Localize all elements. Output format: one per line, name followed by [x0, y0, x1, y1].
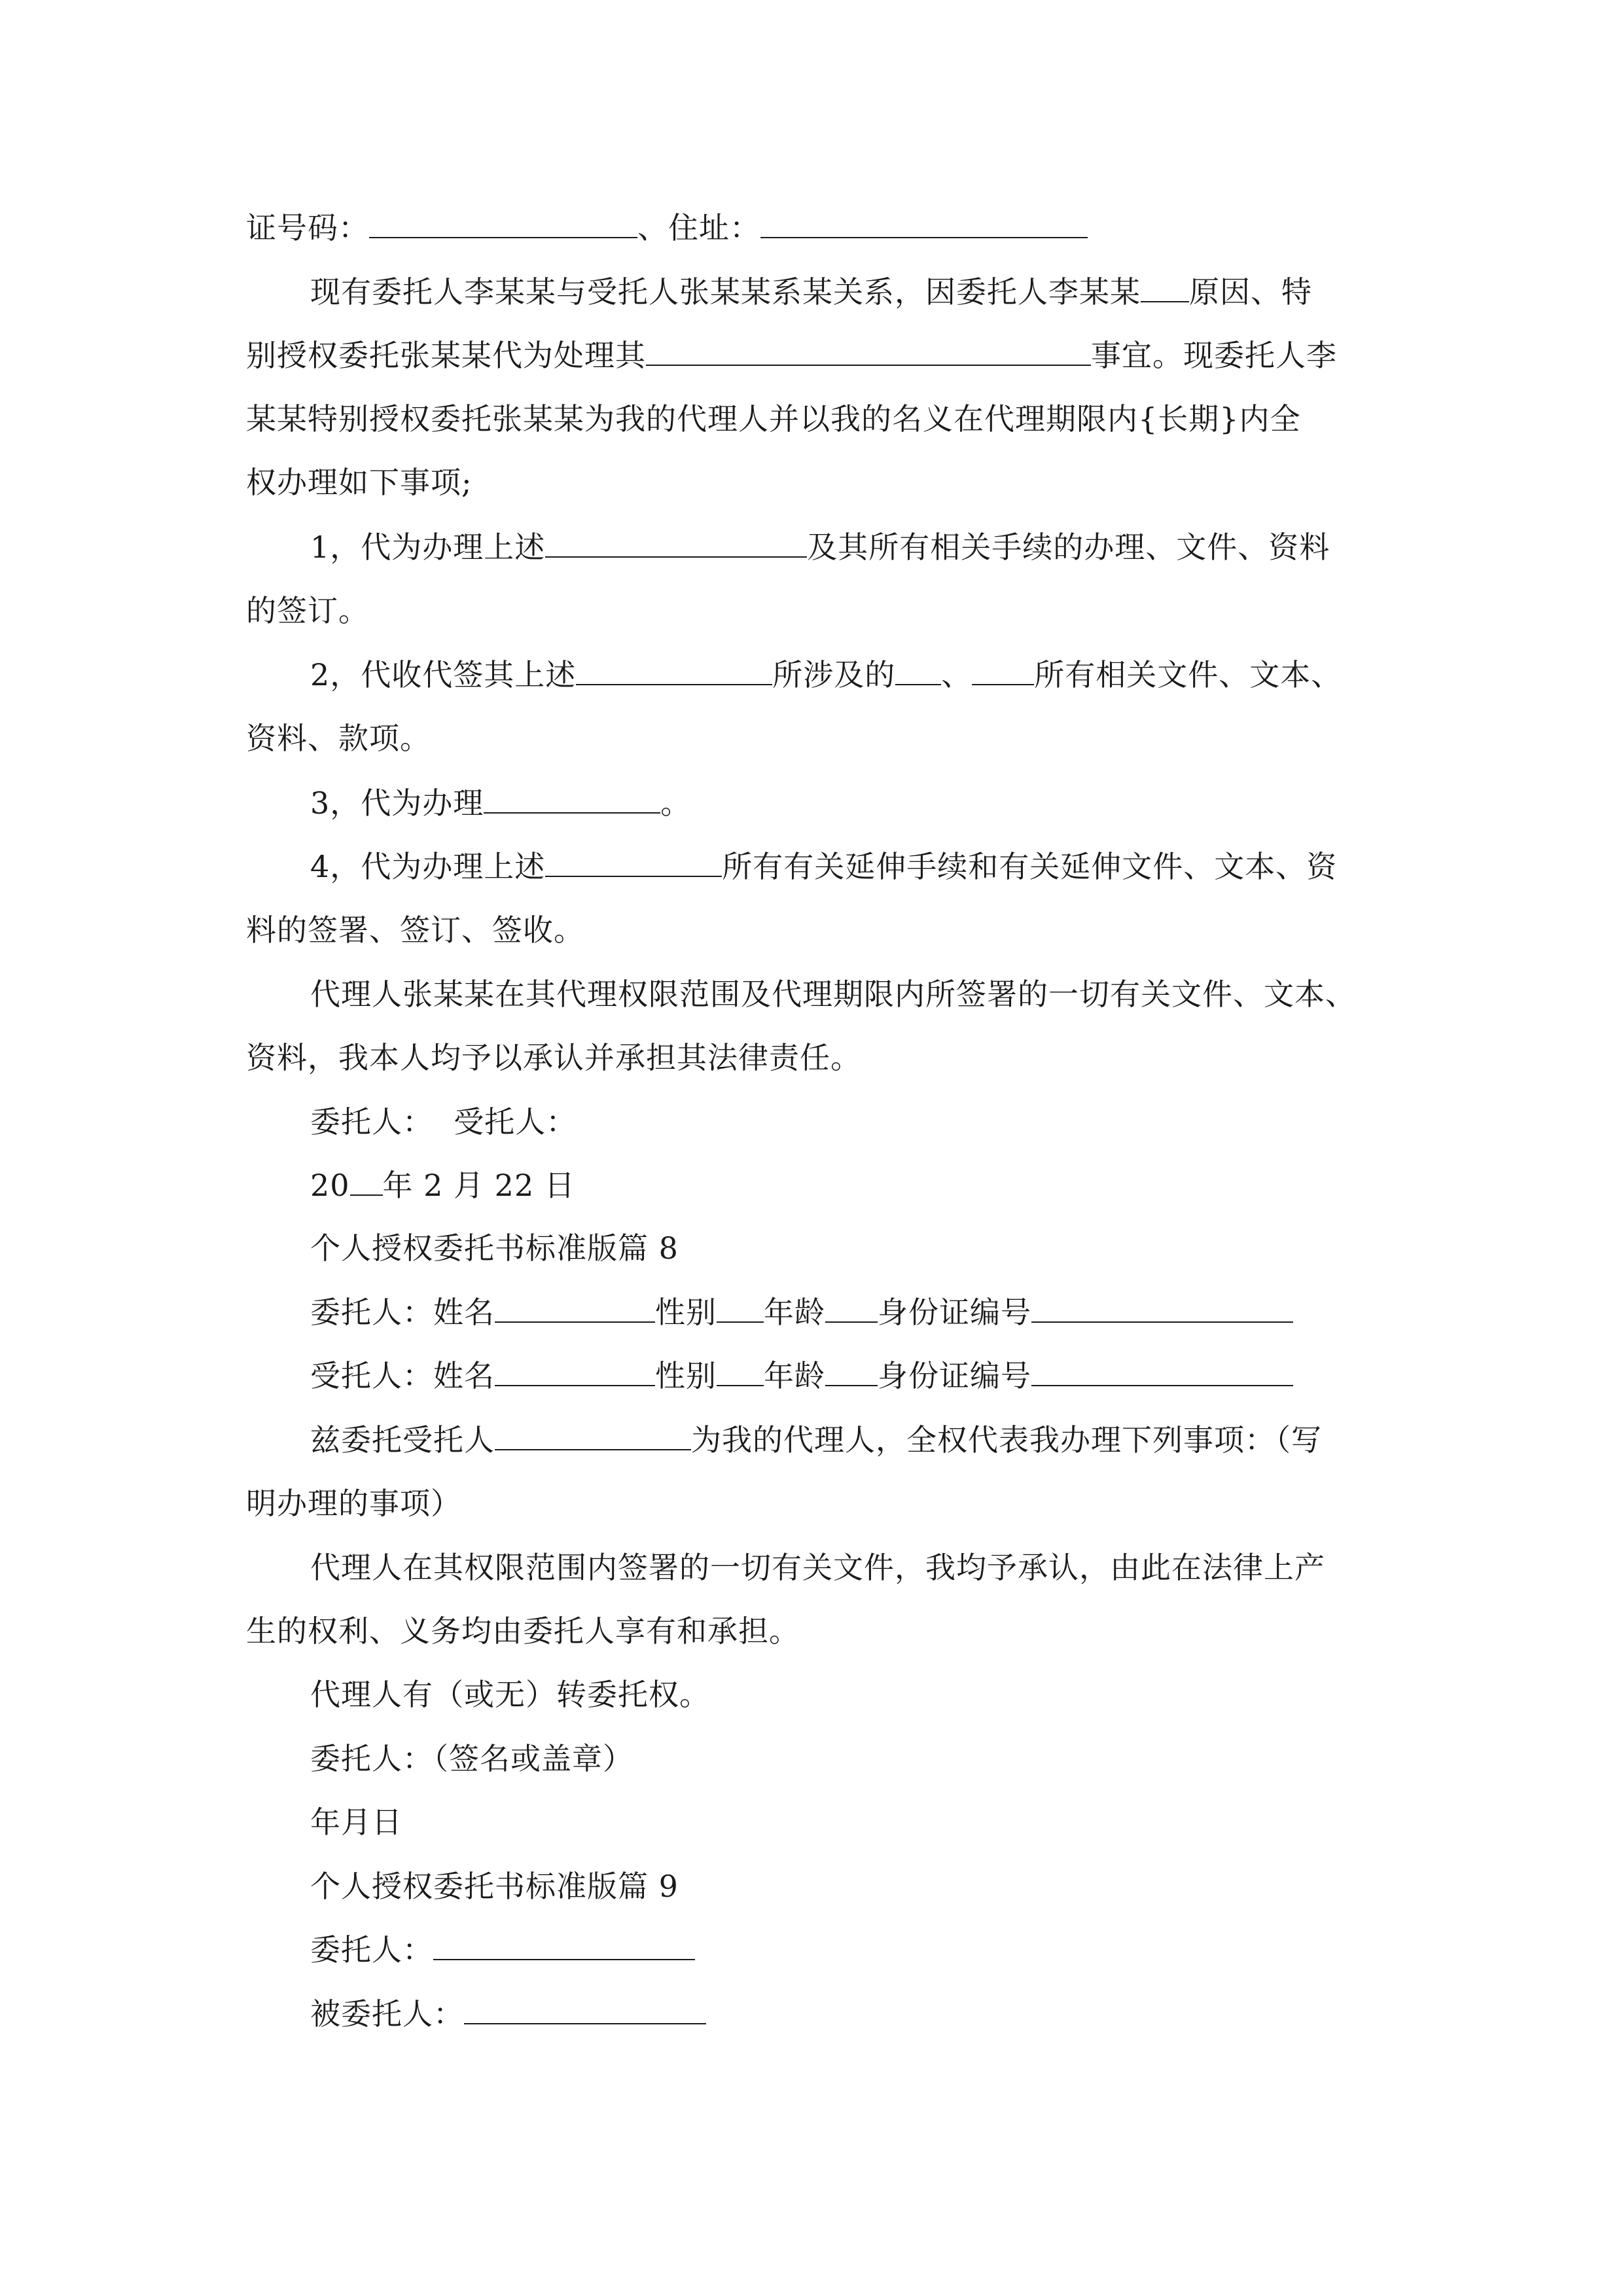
paragraph-line: 某某特别授权委托张某某为我的代理人并以我的名义在代理期限内{长期}内全 [246, 401, 1301, 437]
blank-field [369, 208, 637, 238]
paragraph-line: 代理人在其权限范围内签署的一切有关文件，我均予承认，由此在法律上产 [310, 1550, 1325, 1585]
paragraph-line: 生的权利、义务均由委托人享有和承担。 [246, 1613, 800, 1649]
date-line: 年月日 [310, 1804, 402, 1840]
id-address-line: 证号码： 、住址： [246, 208, 1398, 247]
signature-labels: 委托人： 受托人： [310, 1104, 577, 1139]
date-line: 20 年 2 月 22 日 [310, 1166, 1397, 1205]
paragraph-line: 资料，我本人均予以承认并承担其法律责任。 [246, 1040, 861, 1075]
paragraph-line: 的签订。 [246, 593, 369, 628]
blank-field [545, 847, 722, 877]
item-1-line: 1，代为办理上述 及其所有相关手续的办理、文件、资料 [310, 528, 1397, 567]
blank-field [825, 1356, 878, 1386]
blank-field [545, 528, 807, 558]
paragraph-line: 明办理的事项） [246, 1486, 461, 1521]
paragraph-line: 兹委托受托人 为我的代理人，全权代表我办理下列事项：（写 [310, 1420, 1397, 1460]
blank-field [495, 1420, 691, 1450]
blank-field [433, 1930, 695, 1960]
paragraph-line: 料的签署、签订、签收。 [246, 912, 584, 948]
blank-field [760, 208, 1088, 238]
blank-field [576, 655, 772, 685]
blank-field [825, 1293, 878, 1323]
paragraph-line: 资料、款项。 [246, 721, 431, 756]
blank-field [717, 1293, 764, 1323]
blank-field [1141, 272, 1189, 302]
blank-field [1031, 1356, 1293, 1386]
blank-field [495, 1293, 655, 1323]
item-2-line: 2，代收代签其上述 所涉及的 、 所有相关文件、文本、 [310, 655, 1397, 694]
blank-field [495, 1356, 655, 1386]
blank-field [350, 1166, 383, 1196]
paragraph-line: 现有委托人李某某与受托人张某某系某关系，因委托人李某某 原因、特 [310, 272, 1397, 312]
section-heading: 个人授权委托书标准版篇 9 [310, 1869, 679, 1904]
blank-field [895, 655, 941, 685]
agent-line: 被委托人： [310, 1994, 1397, 2034]
blank-field [717, 1356, 764, 1386]
item-4-line: 4，代为办理上述 所有有关延伸手续和有关延伸文件、文本、资 [310, 847, 1397, 886]
signature-line: 委托人：（签名或盖章） [310, 1741, 633, 1776]
blank-field [464, 1994, 706, 2024]
blank-field [972, 655, 1034, 685]
paragraph-line: 代理人有（或无）转委托权。 [310, 1677, 710, 1712]
paragraph-line: 权办理如下事项; [246, 465, 473, 500]
principal-line: 委托人： [310, 1930, 1397, 1969]
blank-field [1031, 1293, 1293, 1323]
section-heading: 个人授权委托书标准版篇 8 [310, 1230, 679, 1266]
paragraph-line: 代理人张某某在其代理权限范围及代理期限内所签署的一切有关文件、文本、 [310, 977, 1356, 1012]
paragraph-line: 别授权委托张某某代为处理其 事宜。现委托人李 [246, 336, 1398, 375]
blank-field [646, 336, 1091, 366]
agent-info-line: 受托人：姓名 性别 年龄 身份证编号 [310, 1356, 1397, 1395]
principal-info-line: 委托人：姓名 性别 年龄 身份证编号 [310, 1293, 1397, 1332]
item-3-line: 3，代为办理 。 [310, 783, 1397, 823]
blank-field [484, 783, 660, 814]
